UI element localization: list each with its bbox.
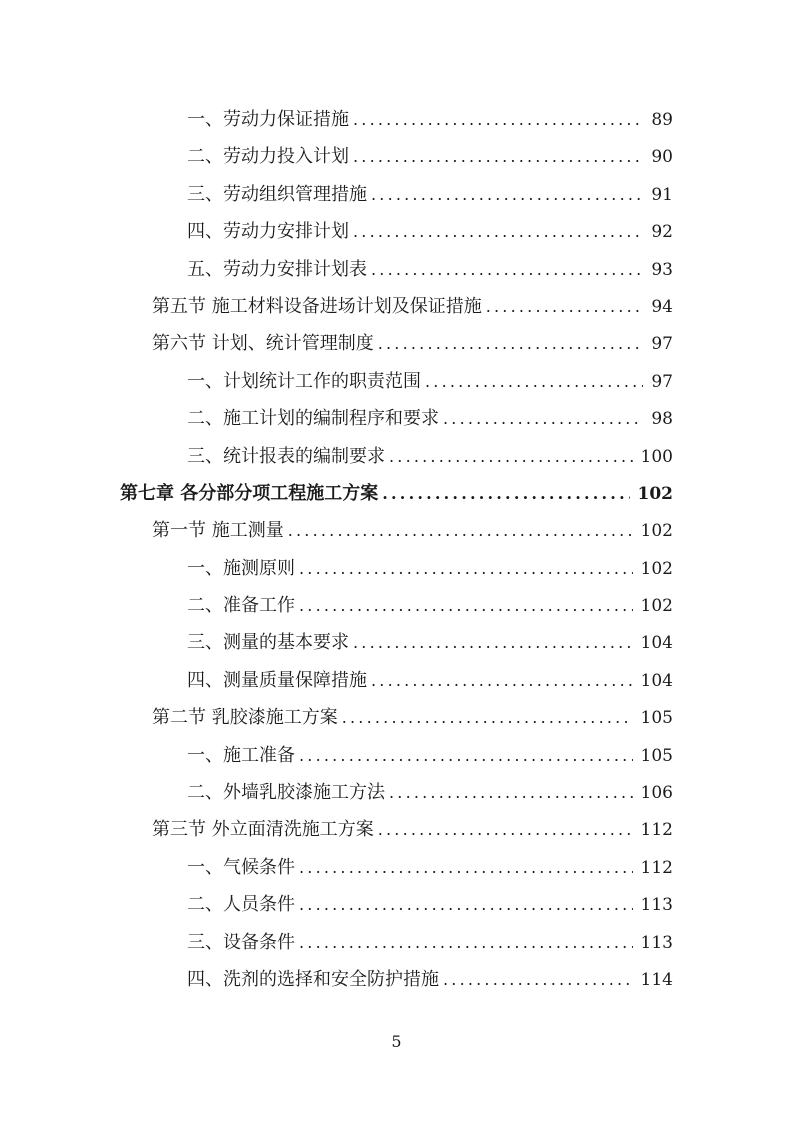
- toc-entry-label: 四、洗剂的选择和安全防护措施: [187, 968, 439, 990]
- toc-leader-dots: [425, 363, 643, 400]
- toc-entry-page: 102: [640, 558, 673, 579]
- toc-entry-page: 112: [640, 820, 673, 841]
- toc-entry-label: 二、准备工作: [187, 595, 295, 617]
- toc-leader-dots: [299, 849, 633, 886]
- toc-entry-label: 二、人员条件: [187, 894, 295, 916]
- toc-entry-page: 105: [640, 745, 673, 766]
- toc-leader-dots: [299, 550, 633, 587]
- toc-entry-page: 106: [640, 783, 673, 804]
- toc-entry[interactable]: [0, 512, 793, 549]
- toc-leader-dots: [299, 886, 633, 923]
- toc-entry-label: 第二节 乳胶漆施工方案: [152, 707, 338, 729]
- toc-entry-page: 102: [637, 483, 673, 504]
- toc-entry-page: 97: [651, 334, 673, 355]
- toc-leader-dots: [288, 512, 633, 549]
- toc-leader-dots: [371, 176, 643, 213]
- toc-leader-dots: [378, 811, 633, 848]
- toc-entry-page: 102: [640, 521, 673, 542]
- toc-entry[interactable]: [0, 213, 793, 250]
- toc-leader-dots: [389, 438, 633, 475]
- toc-entry[interactable]: [0, 737, 793, 774]
- toc-entry[interactable]: [0, 587, 793, 624]
- toc-entry-page: 97: [651, 371, 673, 392]
- toc-entry[interactable]: [0, 662, 793, 699]
- toc-entry-page: 104: [640, 633, 673, 654]
- toc-entry-page: 89: [651, 110, 673, 130]
- toc-entry-page: 114: [640, 969, 673, 990]
- toc-entry-page: 90: [651, 147, 673, 168]
- toc-entry-page: 102: [640, 596, 673, 617]
- toc-entry-page: 94: [651, 296, 673, 317]
- toc-leader-dots: [378, 325, 644, 362]
- toc-entry-label: 三、测量的基本要求: [187, 632, 349, 654]
- toc-entry-page: 113: [640, 895, 673, 916]
- toc-entry-label: 一、气候条件: [187, 856, 295, 878]
- toc-entry[interactable]: [0, 774, 793, 811]
- toc-entry-label: 第七章 各分部分项工程施工方案: [120, 482, 379, 504]
- toc-entry-page: 112: [640, 857, 673, 878]
- toc-entry[interactable]: [0, 550, 793, 587]
- toc-entry-label: 二、施工计划的编制程序和要求: [187, 408, 439, 430]
- toc-entry-label: 一、劳动力保证措施: [187, 109, 349, 130]
- toc-leader-dots: [486, 288, 644, 325]
- toc-entry[interactable]: [0, 288, 793, 325]
- toc-entry[interactable]: [0, 699, 793, 736]
- toc-entry-label: 一、施测原则: [187, 557, 295, 579]
- toc-entry[interactable]: [0, 924, 793, 961]
- toc-leader-dots: [299, 737, 633, 774]
- toc-entry[interactable]: [0, 363, 793, 400]
- toc-entry-label: 一、计划统计工作的职责范围: [187, 370, 421, 392]
- toc-entry[interactable]: [0, 325, 793, 362]
- toc-leader-dots: [443, 961, 633, 998]
- toc-leader-dots: [371, 662, 633, 699]
- toc-entry-page: 98: [651, 409, 673, 430]
- toc-entry-page: 91: [651, 184, 673, 205]
- toc-leader-dots: [353, 101, 643, 138]
- toc-leader-dots: [353, 213, 643, 250]
- toc-entry[interactable]: [0, 251, 793, 288]
- toc-entry[interactable]: [0, 961, 793, 998]
- toc-entry-label: 二、劳动力投入计划: [187, 146, 349, 168]
- toc-leader-dots: [389, 774, 633, 811]
- toc-entry-label: 第一节 施工测量: [152, 520, 284, 542]
- toc-entry-label: 四、测量质量保障措施: [187, 669, 367, 691]
- toc-entry-label: 三、设备条件: [187, 931, 295, 953]
- toc-entry-page: 92: [651, 222, 673, 243]
- toc-leader-dots: [299, 587, 633, 624]
- toc-leader-dots: [353, 138, 643, 175]
- toc-entry[interactable]: [0, 849, 793, 886]
- toc-entry[interactable]: [0, 811, 793, 848]
- page-number: 5: [391, 1032, 402, 1051]
- toc-entry[interactable]: [0, 624, 793, 661]
- toc-entry-page: 105: [640, 708, 673, 729]
- toc-entry[interactable]: [0, 475, 793, 512]
- toc-entry-label: 第三节 外立面清洗施工方案: [152, 819, 374, 841]
- toc-entry-label: 二、外墙乳胶漆施工方法: [187, 782, 385, 804]
- toc-entry[interactable]: [0, 176, 793, 213]
- toc-entry-label: 三、统计报表的编制要求: [187, 445, 385, 467]
- toc-entry[interactable]: [0, 438, 793, 475]
- toc-leader-dots: [299, 924, 633, 961]
- toc-entry[interactable]: [0, 886, 793, 923]
- toc-leader-dots: [342, 699, 633, 736]
- toc-leader-dots: [371, 251, 643, 288]
- table-of-contents: [0, 101, 793, 998]
- toc-entry-page: 104: [640, 670, 673, 691]
- toc-entry-label: 四、劳动力安排计划: [187, 221, 349, 243]
- toc-entry[interactable]: [0, 101, 793, 138]
- toc-entry-label: 一、施工准备: [187, 744, 295, 766]
- toc-leader-dots: [353, 624, 633, 661]
- toc-entry-label: 五、劳动力安排计划表: [187, 258, 367, 280]
- toc-entry[interactable]: [0, 400, 793, 437]
- toc-entry-label: 第六节 计划、统计管理制度: [152, 333, 374, 355]
- toc-leader-dots: [382, 475, 629, 512]
- toc-entry[interactable]: [0, 138, 793, 175]
- toc-leader-dots: [443, 400, 643, 437]
- toc-entry-label: 第五节 施工材料设备进场计划及保证措施: [152, 295, 482, 317]
- toc-entry-page: 100: [640, 446, 673, 467]
- toc-entry-page: 93: [651, 259, 673, 280]
- toc-entry-page: 113: [640, 932, 673, 953]
- toc-entry-label: 三、劳动组织管理措施: [187, 183, 367, 205]
